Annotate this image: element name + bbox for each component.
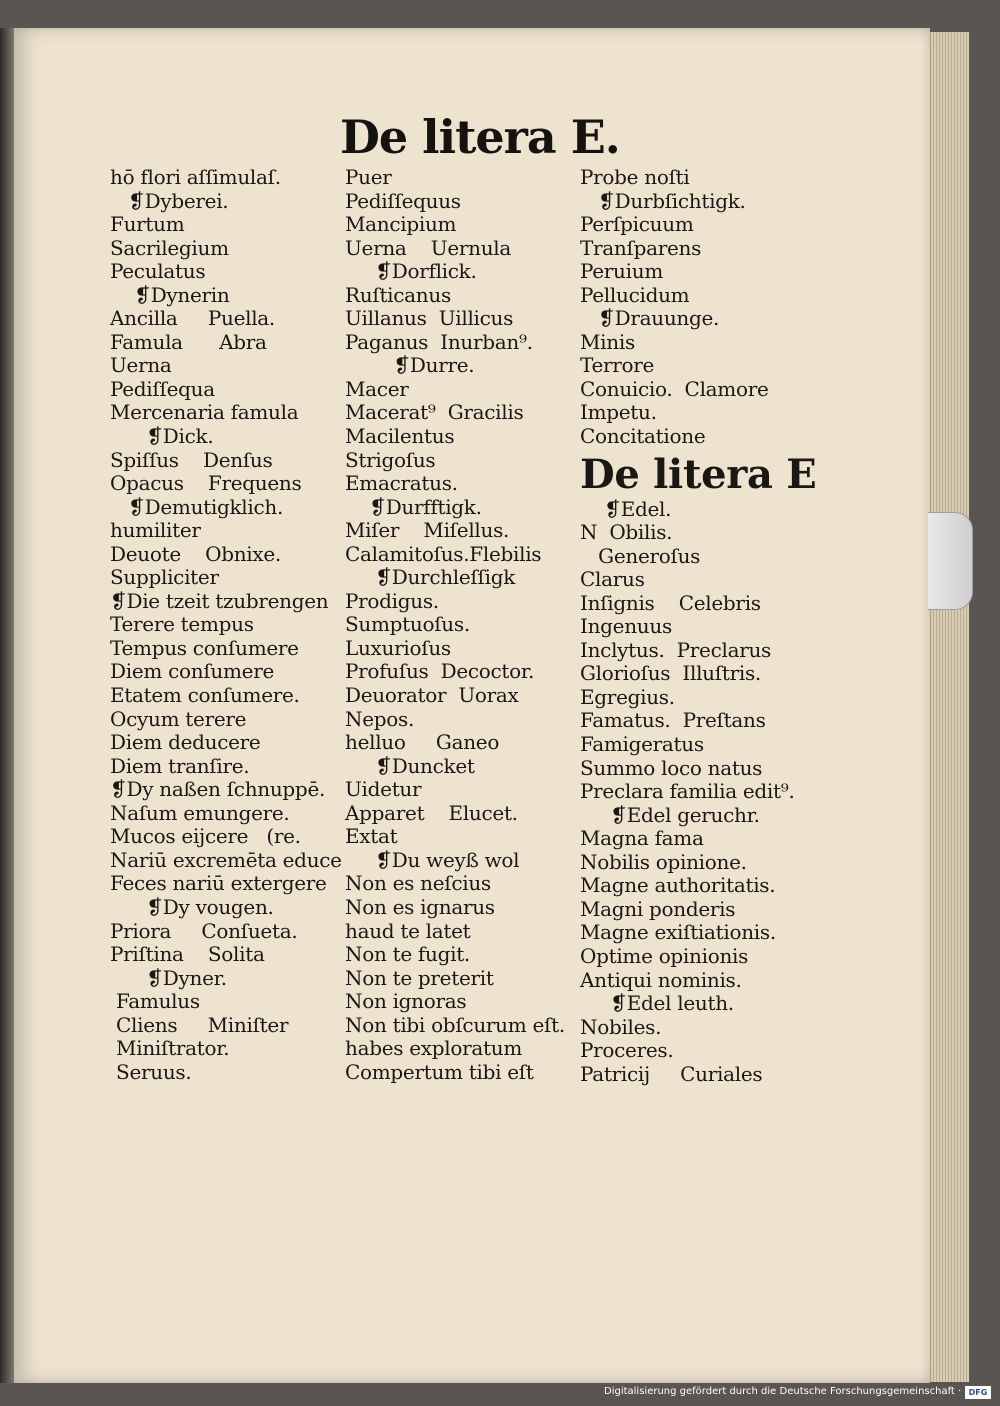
text-line: Non tibi obſcurum eſt.: [345, 1012, 565, 1037]
text-line: ❡Du weyß wol: [345, 847, 520, 872]
digitization-credit: Digitalisierung gefördert durch die Deutsche Forschungsgemeinschaft ·: [604, 1386, 962, 1397]
text-line: Patricij Curiales: [580, 1061, 763, 1086]
text-line: Nobiles.: [580, 1014, 662, 1039]
text-line: ❡Durchleſſigk: [345, 565, 516, 590]
text-column-middle: [345, 166, 577, 1084]
text-line: Famigeratus: [580, 732, 704, 757]
text-line: ❡Edel geruchr.: [580, 802, 760, 827]
text-line: Priſtina Solita: [110, 942, 265, 967]
text-line: Nepos.: [345, 706, 415, 731]
page-heading: De litera E.: [340, 110, 620, 164]
text-line: Uerna: [110, 353, 172, 378]
page-tab-marker: [928, 512, 973, 610]
text-line: Miſer Miſellus.: [345, 518, 510, 543]
text-line: Macer: [345, 376, 409, 401]
text-line: Sacrilegium: [110, 235, 229, 260]
text-line: Macerat⁹ Gracilis: [345, 400, 524, 425]
text-line: Pediſſequa: [110, 376, 215, 401]
text-line: Magne authoritatis.: [580, 873, 776, 898]
text-line: Terrore: [580, 353, 655, 378]
text-line: Concitatione: [580, 424, 706, 449]
text-column-left: [110, 166, 345, 1084]
text-line: Macilentus: [345, 424, 455, 449]
text-line: Magna fama: [580, 826, 704, 851]
text-line: Optime opinionis: [580, 943, 749, 968]
text-column-right: [580, 166, 820, 1086]
text-line: Non ignoras: [345, 989, 467, 1014]
text-line: ❡Durfftigk.: [345, 494, 482, 519]
text-line: Minis: [580, 329, 635, 354]
text-line: Famulus: [110, 989, 200, 1014]
page-edges: [930, 32, 969, 1382]
text-line: Luxurioſus: [345, 635, 451, 660]
text-line: Peculatus: [110, 259, 206, 284]
text-line: Probe noſti: [580, 165, 690, 189]
text-line: Famula Abra: [110, 329, 267, 354]
text-line: Pediſſequus: [345, 188, 461, 213]
text-line: Puer: [345, 165, 392, 189]
text-line: Extat: [345, 824, 398, 849]
text-line: Peruium: [580, 259, 663, 284]
text-line: ❡Duncket: [345, 753, 475, 778]
text-line: Deuorator Uorax: [345, 683, 519, 708]
text-line: Opacus Frequens: [110, 471, 302, 496]
text-line: Apparet Elucet.: [345, 800, 518, 825]
text-line: helluo Ganeo: [345, 730, 500, 755]
text-line: Ingenuus: [580, 614, 672, 639]
text-line: Cliens Miniſter: [110, 1012, 289, 1037]
text-line: Priora Conſueta.: [110, 918, 298, 943]
text-line: Magni ponderis: [580, 896, 736, 921]
text-line: Prodigus.: [345, 588, 439, 613]
text-line: Ruſticanus: [345, 282, 451, 307]
text-line: Preclara familia edit⁹.: [580, 779, 795, 804]
text-line: Inſignis Celebris: [580, 590, 761, 615]
text-line: Non te fugit.: [345, 942, 470, 967]
text-line: Compertum tibi eſt: [345, 1059, 534, 1084]
text-line: Impetu.: [580, 400, 657, 425]
text-line: ❡Durre.: [345, 353, 475, 378]
text-line: Mancipium: [345, 212, 457, 237]
text-line: Calamitoſus.Flebilis: [345, 541, 542, 566]
text-line: ❡Dorflick.: [345, 259, 477, 284]
text-line: Deuote Obnixe.: [110, 541, 281, 566]
text-line: Non te preterit: [345, 965, 494, 990]
text-line: ❡Drauunge.: [580, 306, 720, 331]
text-line: Clarus: [580, 567, 645, 592]
text-line: Non es ignarus: [345, 894, 495, 919]
dfg-logo: DFG: [965, 1386, 991, 1399]
text-line: Feces nariū extergere: [110, 871, 327, 896]
text-line: Glorioſus Illuſtris.: [580, 661, 761, 686]
text-line: Seruus.: [110, 1059, 192, 1084]
text-line: haud te latet: [345, 918, 471, 943]
text-line: ❡Dynerin: [110, 282, 230, 307]
text-line: Egregius.: [580, 684, 675, 709]
text-line: Miniſtrator.: [110, 1036, 230, 1061]
text-line: ❡Edel leuth.: [580, 991, 734, 1016]
text-line: Generoſus: [580, 543, 701, 568]
text-line: Proceres.: [580, 1038, 674, 1063]
text-line: Strigoſus: [345, 447, 436, 472]
text-line: Tempus conſumere: [110, 635, 299, 660]
text-line: Inclytus. Preclarus: [580, 637, 772, 662]
text-line: Emacratus.: [345, 471, 458, 496]
text-line: Mucos eijcere (re.: [110, 824, 301, 849]
text-line: ❡Dy vougen.: [110, 894, 274, 919]
text-line: Etatem conſumere.: [110, 683, 300, 708]
text-line: habes exploratum: [345, 1036, 522, 1061]
text-line: Sumptuoſus.: [345, 612, 470, 637]
text-line: Uidetur: [345, 777, 422, 802]
text-line: ❡Dick.: [110, 424, 214, 449]
text-line: Tranſparens: [580, 235, 702, 260]
section-subheading: De litera E: [580, 450, 817, 498]
text-line: Pellucidum: [580, 282, 690, 307]
text-line: ❡Demutigklich.: [110, 494, 284, 519]
text-line: hō flori aſſimulaſ.: [110, 165, 281, 189]
text-line: Suppliciter: [110, 565, 219, 590]
text-line: Diem deducere: [110, 730, 261, 755]
text-line: Conuicio. Clamore: [580, 376, 769, 401]
text-line: Profuſus Decoctor.: [345, 659, 535, 684]
text-line: ❡Dyberei.: [110, 188, 229, 213]
text-line: Mercenaria famula: [110, 400, 299, 425]
text-line: Terere tempus: [110, 612, 254, 637]
text-line: Magne exiſtiationis.: [580, 920, 776, 945]
text-line: Famatus. Preſtans: [580, 708, 766, 733]
text-line: ❡Durbſichtigk.: [580, 188, 746, 213]
text-line: Diem conſumere: [110, 659, 274, 684]
text-line: Ocyum terere: [110, 706, 247, 731]
text-line: Summo loco natus: [580, 755, 763, 780]
text-line: Uerna Uernula: [345, 235, 512, 260]
text-line: ❡Edel.: [580, 496, 672, 521]
text-line: ❡Die tzeit tzubrengen: [110, 588, 329, 613]
text-line: Antiqui nominis.: [580, 967, 742, 992]
text-line: Nariū excremēta educe: [110, 847, 342, 872]
text-line: ❡Dy naßen ſchnuppē.: [110, 777, 326, 802]
text-line: humiliter: [110, 518, 201, 543]
text-line: Naſum emungere.: [110, 800, 290, 825]
text-line: ❡Dyner.: [110, 965, 227, 990]
text-line: Furtum: [110, 212, 185, 237]
text-line: Perſpicuum: [580, 212, 694, 237]
text-line: Diem tranſire.: [110, 753, 250, 778]
text-line: N Obilis.: [580, 520, 673, 545]
text-line: Non es neſcius: [345, 871, 491, 896]
text-line: Ancilla Puella.: [110, 306, 275, 331]
text-line: Nobilis opinione.: [580, 849, 747, 874]
text-line: Uillanus Uillicus: [345, 306, 514, 331]
text-line: Paganus Inurban⁹.: [345, 329, 533, 354]
text-line: Spiſſus Denſus: [110, 447, 273, 472]
